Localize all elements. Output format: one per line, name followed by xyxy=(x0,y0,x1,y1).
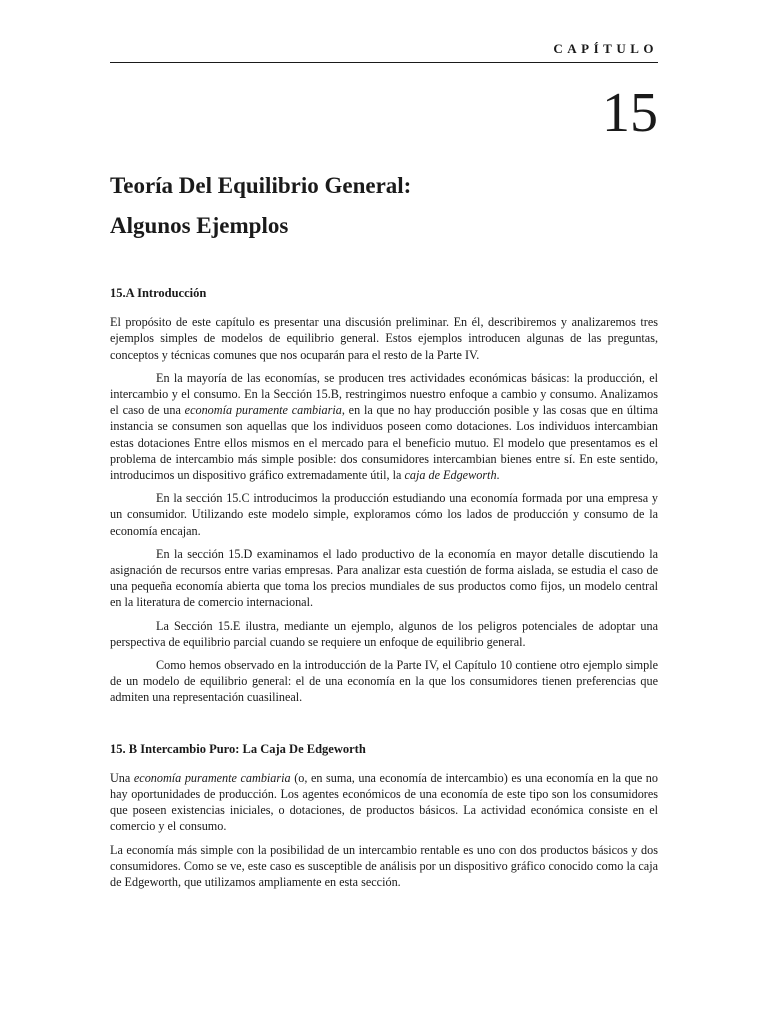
chapter-body xyxy=(110,285,658,897)
section-heading-15a: 15.A Introducción xyxy=(110,286,207,300)
paragraph: El propósito de este capítulo es presentar una discusión preliminar. En él, describiremos y analizaremos tres ejemplos simples de modelos de equilibrio general. Estos ejemplos introducen algunas de las preguntas, conceptos y técnicas comunes que nos ocuparán para el resto de la Parte IV. xyxy=(110,315,658,362)
paragraph: Como hemos observado en la introducción de la Parte IV, el Capítulo 10 contiene otro ejemplo simple de un modelo de equilibrio general: el de una economía en la que los consumidores tienen preferencias que admiten una representación cuasilineal. xyxy=(110,658,658,705)
paragraph-text: Una xyxy=(110,770,134,785)
chapter-title-line1: Teoría Del Equilibrio General: xyxy=(110,173,412,198)
italic-term: economía puramente cambiaria xyxy=(133,770,291,785)
section-heading-15b: 15. B Intercambio Puro: La Caja De Edgeworth xyxy=(110,741,366,756)
italic-term: economía puramente cambiaria xyxy=(184,403,342,418)
header-rule xyxy=(110,62,658,63)
chapter-title xyxy=(110,166,658,246)
chapter-number: 15 xyxy=(602,82,658,144)
paragraph-text: En la mayoría de las economías, se producen tres actividades económicas básicas: la producción, el intercambio y el consumo. En la Sección 15.B, restringimos nuestro enfoque a cambio y consumo. Analizamos el caso de una xyxy=(110,370,658,418)
italic-term: caja de Edgeworth xyxy=(404,468,497,483)
paragraph: La economía más simple con la posibilidad de un intercambio rentable es uno con dos productos básicos y dos consumidores. Como se ve, este caso es susceptible de análisis por un dispositivo gráfico conocido como la caja de Edgeworth, que utilizamos ampliamente en esta sección. xyxy=(110,842,658,890)
paragraph-text: , en la que no hay producción posible y las cosas que en última instancia se consumen son aquellas que los individuos poseen como dotaciones. Los individuos intercambian estas dotaciones Entre ellos mismos en el mercado para el beneficio mutuo. El modelo que presentamos es el problema de intercambio más simple posible: dos consumidores intercambian bienes entre sí. En este sentido, introducimos un dispositivo gráfico extremadamente útil, la xyxy=(110,403,658,483)
chapter-title-line2: Algunos Ejemplos xyxy=(110,213,289,238)
paragraph xyxy=(110,370,658,483)
paragraph: En la sección 15.C introducimos la producción estudiando una economía formada por una empresa y un consumidor. Utilizando este modelo simple, exploramos cómo los lados de producción y consumo de la economía encajan. xyxy=(110,491,658,538)
paragraph: En la sección 15.D examinamos el lado productivo de la economía en mayor detalle discutiendo la asignación de recursos entre varias empresas. Para analizar esta cuestión de forma aislada, se estudia el caso de una pequeña economía abierta que toma los precios mundiales de sus productos como fijos, un modelo central en la literatura de comercio internacional. xyxy=(110,546,658,610)
paragraph xyxy=(110,770,658,835)
paragraph-text: . xyxy=(496,468,500,483)
paragraph: La Sección 15.E ilustra, mediante un ejemplo, algunos de los peligros potenciales de adoptar una perspectiva de equilibrio parcial cuando se requiere un enfoque de equilibrio general. xyxy=(110,618,658,649)
paragraph-text: (o, en suma, una economía de intercambio) es una economía en la que no hay oportunidades de producción. Los agentes económicos de una economía de este tipo son los consumidores que poseen existencias iniciales, o dotaciones, de productos básicos. La actividad económica consiste en el comercio y el consumo. xyxy=(110,770,658,834)
chapter-label: CAPÍTULO xyxy=(553,41,658,56)
